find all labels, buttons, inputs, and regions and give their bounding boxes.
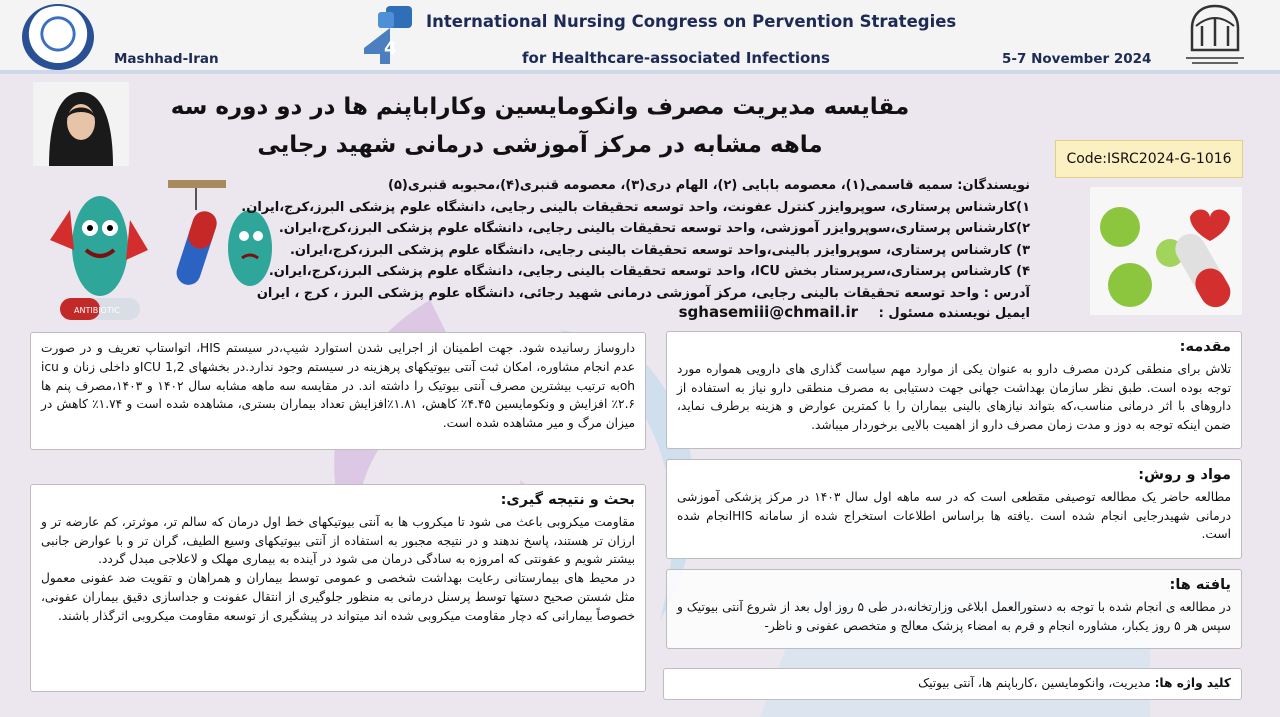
keywords-heading: کلید واژه ها: <box>1154 676 1231 690</box>
svg-text:4: 4 <box>384 38 397 59</box>
findings-body: در مطالعه ی انجام شده با توجه به دستورالعمل ابلاغی وزارتخانه،در طی ۵ روز اول بعد از شروع آنتی بیوتیک و سپس هر ۵ روز یکبار، مشاوره انجام و فرم به امضاء پزشک معالج و متخصص عفونی و ناظر- <box>677 599 1231 633</box>
poster-title: مقایسه مدیریت مصرف وانکومایسین وکاراباپنم ها در دو دوره سه ماهه مشابه در مرکز آموزشی درمانی شهید رجایی <box>170 94 910 158</box>
methods-heading: مواد و روش: <box>1138 467 1231 483</box>
discussion-heading: بحث و نتیجه گیری: <box>500 492 635 508</box>
intro-section <box>666 331 1242 449</box>
intro-heading: مقدمه: <box>1179 339 1231 355</box>
intro-body: تلاش برای منطقی کردن مصرف دارو به عنوان یکی از موارد مهم سیاست گذاری های دارویی همواره مورد توجه بوده است. طبق نظر سازمان بهداشت جهانی جهت دستیابی به مصرف منطقی دارو نیاز به استفاده از داروهای با اثر درمانی مناسب،که بتواند نیازهای بالینی بیماران را با کمترین عوارض و هزینه برطرف نماید، ضمن اینکه توجه به دوز و مدت زمان مصرف دارو از اهمیت بالایی برخوردار میباشد. <box>677 361 1231 433</box>
affiliation-4: ۴) کارشناس پرستاری،سرپرستار بخش ICU، واحد توسعه تحقیقات بالینی رجایی، دانشگاه علوم پزشکی البرز،کرج،ایران. <box>268 264 1030 280</box>
address: آدرس : واحد توسعه تحقیقات بالینی رجایی، مرکز آموزشی درمانی شهید رجائی، دانشگاه علوم پزشکی البرز ، کرج ، ایران <box>256 285 1030 301</box>
keywords-body: مدیریت، وانکومایسین ،کارباپنم ها، آنتی بیوتیک <box>918 676 1151 690</box>
congress-title: International Nursing Congress on Pervention Strategies <box>426 12 957 31</box>
keywords-section <box>663 668 1242 700</box>
congress-logo-icon <box>22 4 94 70</box>
methods-section <box>666 459 1242 559</box>
findings-heading: یافته ها: <box>1169 577 1231 593</box>
corresponding-email-line <box>520 303 1030 321</box>
virus-capsule-illustration <box>1090 187 1242 315</box>
discussion-paragraph-1: مقاومت میکروبی باعث می شود تا میکروب ها به آنتی بیوتیکهای خط اول درمان که سالم تر، موثرتر، کم عارضه تر و ارزان تر هستند، پاسخ ندهند و در نتیجه مجبور به استفاده از آنتی بیوتیکهای وسیع الطیف، گران تر و با عوارض جانبی بیشتر شویم و عفونتی که امروزه به سادگی درمان می شود در آینده به بیماری مهلک و لاعلاجی مبدل گردد. <box>41 514 635 567</box>
congress-dates: 5-7 November 2024 <box>1002 51 1152 67</box>
discussion-paragraph-2: در محیط های بیمارستانی رعایت بهداشت شخصی و عمومی توسط بیماران و همراهان و تقویت ضد عفونی معمول مثل شستن صحیح دستها توسط پرسنل درمانی به منظور جلوگیری از انتقال عفونت و جداسازی دقیق بیماران عفونی، خصوصاً بیمارانی که دچار مقاومت میکروبی شده اند میتواند در پیشگیری از توسعه مقاومت میکروبی اثرگذار باشند. <box>41 571 635 623</box>
university-emblem-icon <box>1172 2 1258 68</box>
affiliation-3: ۳) کارشناس پرستاری، سوپروایزر بالینی،واحد توسعه تحقیقات بالینی رجایی، دانشگاه علوم پزشکی البرز،کرج،ایران. <box>289 242 1030 258</box>
congress-city: Mashhad-Iran <box>114 51 219 67</box>
methods-body: مطالعه حاضر یک مطالعه توصیفی مقطعی است که در سه ماهه اول سال ۱۴۰۳ در مرکز پزشکی آموزشی درمانی شهیدرجایی انجام شده است .یافته ها براساس اطلاعات استخراج شده از سامانه HISانجام شده است. <box>677 489 1231 542</box>
congress-subtitle: for Healthcare-associated Infections <box>522 49 830 67</box>
affiliation-1: ۱)کارشناس پرستاری، سوپروایزر کنترل عفونت، واحد توسعه تحقیقات بالینی رجایی، دانشگاه علوم پزشکی البرز،کرج،ایران. <box>241 199 1030 215</box>
congress-number-badge-icon <box>356 4 416 66</box>
author-photo <box>33 82 129 166</box>
email-address: sghasemiii@chmail.ir <box>678 303 859 321</box>
results-continued-section <box>30 332 646 450</box>
discussion-section <box>30 484 646 692</box>
email-label: ایمیل نویسنده مسئول : <box>878 306 1030 321</box>
authors-block <box>241 175 1030 305</box>
svg-text:ANTIBIOTIC: ANTIBIOTIC <box>74 306 120 315</box>
poster-code: Code:ISRC2024-G-1016 <box>1055 140 1243 178</box>
keywords-line <box>674 674 1231 693</box>
authors-list: نویسندگان: سمیه قاسمی(۱)، معصومه بابایی (۲)، الهام دری(۳)، معصومه قنبری(۴)،محبوبه قنبری(۵) <box>388 178 1030 193</box>
results-continued-body: داروساز رسانیده شود. جهت اطمینان از اجرایی شدن استوارد شیپ،در سیستم HIS، اتواستاپ تعریف و در صورت عدم انجام مشاوره، امکان ثبت آنتی بیوتیکهای پرهزینه در سیستم وجود ندارد.در بخشهای ICU 1,2و داخلی زنان و icu ohبه ترتیب بیشترین مصرف آنتی بیوتیک را داشته اند. در مقایسه سه ماهه مشابه سال ۱۴۰۲ و ۱۴۰۳،مصرف پنم ها ۲.۶٪ افزایش و ونکومایسین ۴.۴۵٪ کاهش، ۱.۸۱٪افزایش تعداد بیماران بستری، مشاهده شده است و ۱.۷۴٪ کاهش در میزان مرگ و میر مشاهده شده است. <box>41 341 636 431</box>
congress-header <box>0 0 1280 74</box>
affiliation-2: ۲)کارشناس پرستاری،سوپروایزر آموزشی، واحد توسعه تحقیقات بالینی رجایی، دانشگاه علوم پزشکی البرز،کرج،ایران. <box>278 221 1030 237</box>
findings-section <box>666 569 1242 649</box>
